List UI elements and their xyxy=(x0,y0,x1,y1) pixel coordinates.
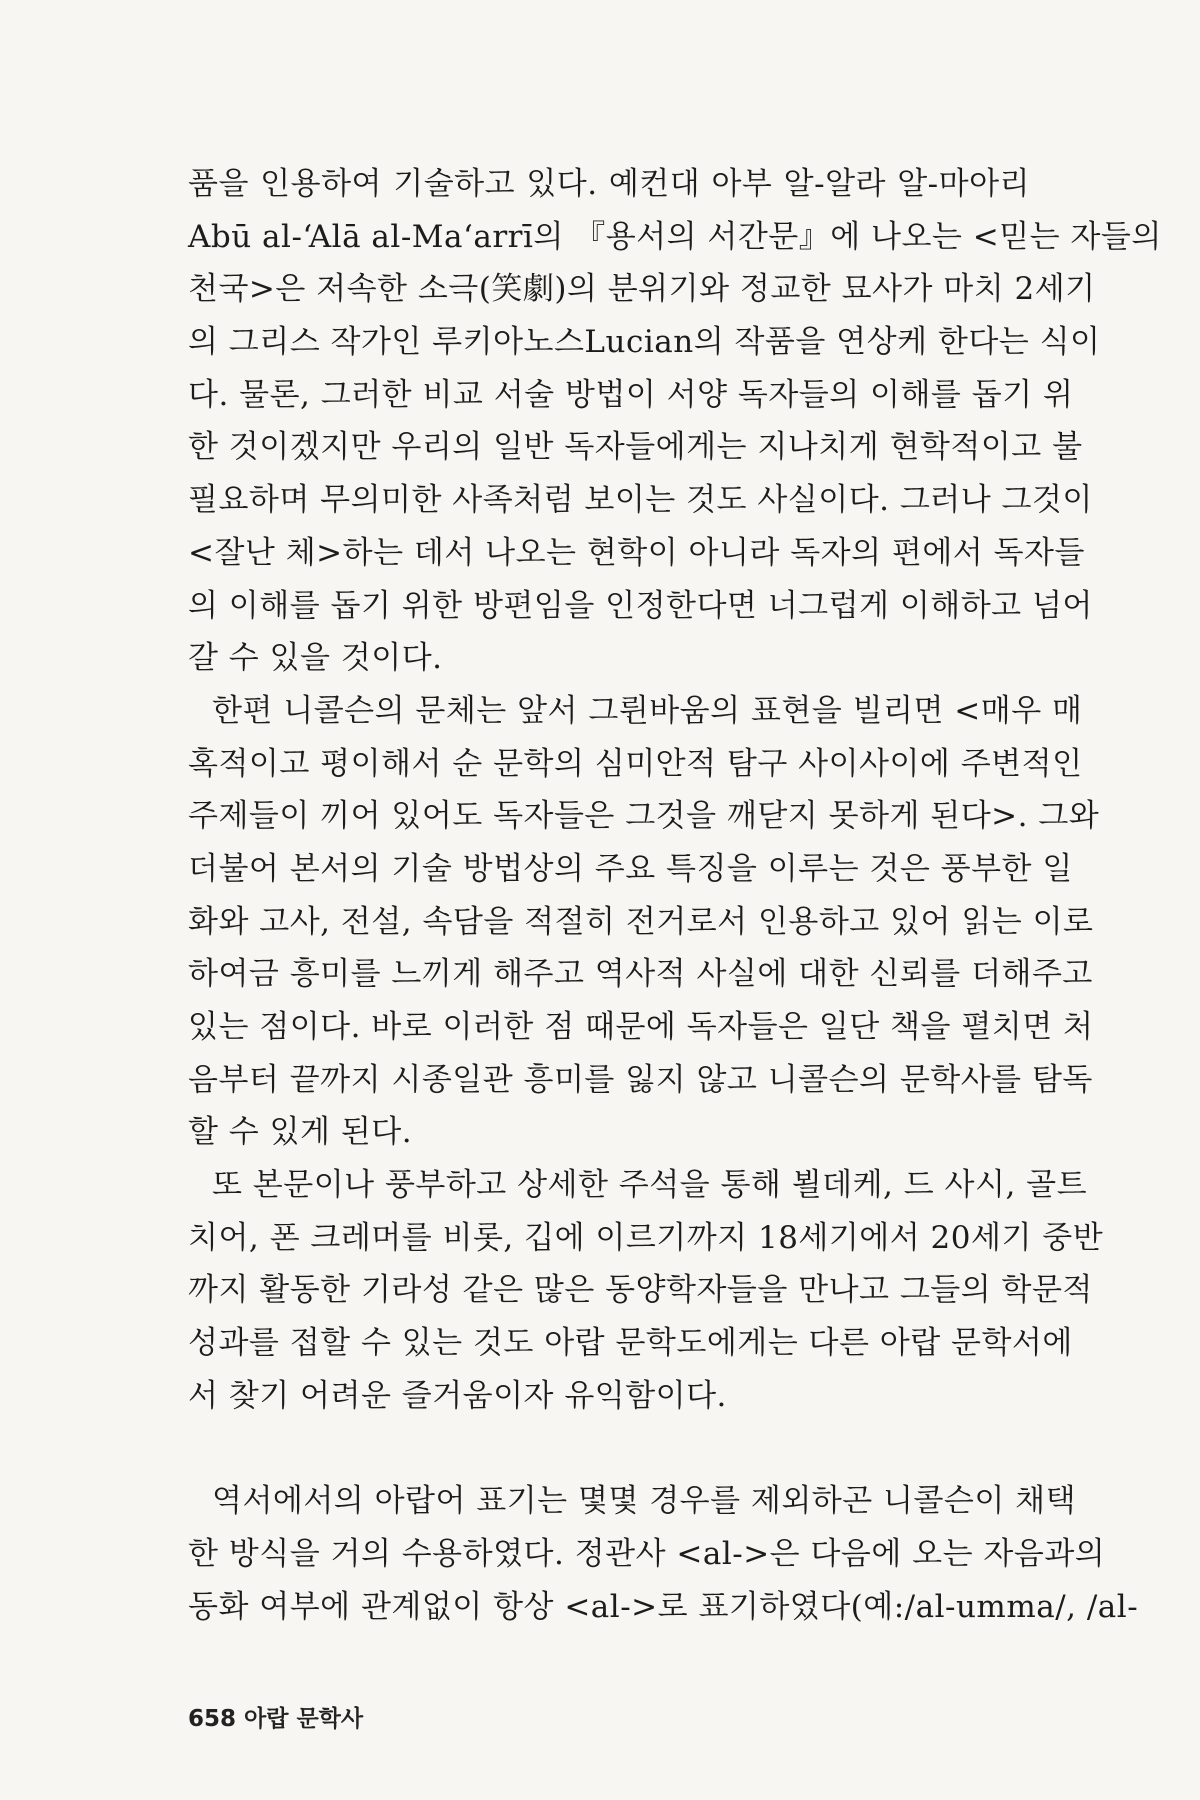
page-footer: 658 아랍 문학사 xyxy=(188,1706,364,1732)
text-line: 필요하며 무의미한 사족처럼 보이는 것도 사실이다. 그러나 그것이 xyxy=(188,482,1093,519)
text-line: 역서에서의 아랍어 표기는 몇몇 경우를 제외하곤 니콜슨이 채택 xyxy=(212,1483,1077,1520)
text-line: 한 방식을 거의 수용하였다. 정관사 <al->은 다음에 오는 자음과의 xyxy=(188,1535,1106,1572)
text-line: 또 본문이나 풍부하고 상세한 주석을 통해 뵐데케, 드 사시, 골트 xyxy=(212,1167,1088,1204)
text-line: 할 수 있게 된다. xyxy=(188,1114,413,1151)
text-line: 있는 점이다. 바로 이러한 점 때문에 독자들은 일단 책을 펼치면 처 xyxy=(188,1009,1094,1045)
body-text xyxy=(188,158,1162,1633)
text-line: 까지 활동한 기라성 같은 많은 동양학자들을 만나고 그들의 학문적 xyxy=(188,1272,1093,1309)
text-line: 품을 인용하여 기술하고 있다. 예컨대 아부 알-알라 알-마아리 xyxy=(188,166,1030,202)
text-line: 주제들이 끼어 있어도 독자들은 그것을 깨닫지 못하게 된다>. 그와 xyxy=(188,798,1100,835)
paragraph-gap xyxy=(188,1423,1030,1476)
text-line: 갈 수 있을 것이다. xyxy=(188,640,443,677)
text-line: 화와 고사, 전설, 속담을 적절히 전거로서 인용하고 있어 읽는 이로 xyxy=(188,903,1094,940)
text-line: 하여금 흥미를 느끼게 해주고 역사적 사실에 대한 신뢰를 더해주고 xyxy=(188,956,1093,993)
text-line: Abū al-‘Alā al-Ma‘arrī의 『용서의 서간문』에 나오는 <믿는 자들의 xyxy=(188,218,1162,255)
text-line: 서 찾기 어려운 즐거움이자 유익함이다. xyxy=(188,1377,727,1414)
text-line: 한 것이겠지만 우리의 일반 독자들에게는 지나치게 현학적이고 불 xyxy=(188,429,1083,466)
text-line: 의 이해를 돕기 위한 방편임을 인정한다면 너그럽게 이해하고 넘어 xyxy=(188,587,1093,624)
text-line: 다. 물론, 그러한 비교 서술 방법이 서양 독자들의 이해를 돕기 위 xyxy=(188,376,1074,413)
text-line: 음부터 끝까지 시종일관 흥미를 잃지 않고 니콜슨의 문학사를 탐독 xyxy=(188,1061,1093,1098)
text-line: <잘난 체>하는 데서 나오는 현학이 아니라 독자의 편에서 독자들 xyxy=(188,534,1085,571)
text-line: 한편 니콜슨의 문체는 앞서 그륀바움의 표현을 빌리면 <매우 매 xyxy=(212,692,1083,729)
text-line: 성과를 접할 수 있는 것도 아랍 문학도에게는 다른 아랍 문학서에 xyxy=(188,1325,1073,1362)
text-line: 의 그리스 작가인 루키아노스Lucian의 작품을 연상케 한다는 식이 xyxy=(188,324,1101,361)
text-line: 더불어 본서의 기술 방법상의 주요 특징을 이루는 것은 풍부한 일 xyxy=(188,850,1073,887)
text-line: 치어, 폰 크레머를 비롯, 깁에 이르기까지 18세기에서 20세기 중반 xyxy=(188,1219,1104,1256)
text-line: 혹적이고 평이해서 순 문학의 심미안적 탐구 사이사이에 주변적인 xyxy=(188,745,1083,782)
text-line: 천국>은 저속한 소극(笑劇)의 분위기와 정교한 묘사가 마치 2세기 xyxy=(188,271,1096,308)
text-line: 동화 여부에 관계없이 항상 <al->로 표기하였다(예:/al-umma/, /al- xyxy=(188,1588,1139,1625)
